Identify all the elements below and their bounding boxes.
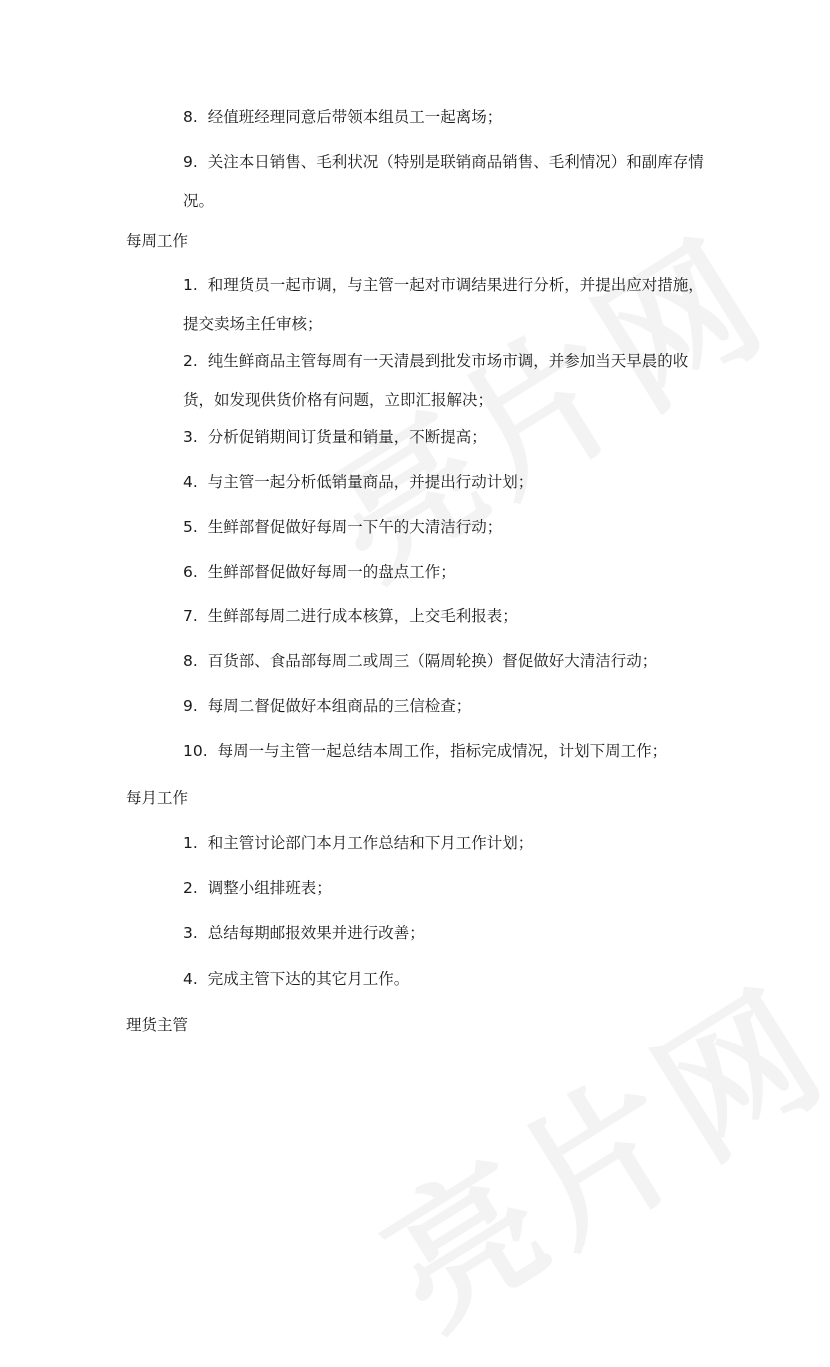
section-heading-stock-supervisor: 理货主管 xyxy=(126,1016,189,1034)
list-item: 7. 生鲜部每周二进行成本核算，上交毛利报表； xyxy=(183,607,518,625)
section-heading-weekly: 每周工作 xyxy=(126,232,189,250)
list-item: 3. 总结每期邮报效果并进行改善； xyxy=(183,924,425,942)
section-heading-monthly: 每月工作 xyxy=(126,789,189,807)
list-item: 1. 和理货员一起市调，与主管一起对市调结果进行分析，并提出应对措施，提交卖场主任审核； xyxy=(183,276,704,333)
list-item: 6. 生鲜部督促做好每周一的盘点工作； xyxy=(183,563,456,581)
list-item: 8. 经值班经理同意后带领本组员工一起离场； xyxy=(183,108,503,126)
list-item: 9. 每周二督促做好本组商品的三信检查； xyxy=(183,697,472,715)
list-item: 3. 分析促销期间订货量和销量，不断提高； xyxy=(183,428,487,446)
list-item: 5. 生鲜部督促做好每周一下午的大清洁行动； xyxy=(183,518,503,536)
list-item: 4. 完成主管下达的其它月工作。 xyxy=(183,970,410,988)
list-item: 1. 和主管讨论部门本月工作总结和下月工作计划； xyxy=(183,834,534,852)
list-item: 4. 与主管一起分析低销量商品，并提出行动计划； xyxy=(183,473,534,491)
list-item: 10. 每周一与主管一起总结本周工作，指标完成情况，计划下周工作； xyxy=(183,742,668,760)
list-item: 2. 纯生鲜商品主管每周有一天清晨到批发市场市调，并参加当天早晨的收货，如发现供货价格有问题，立即汇报解决； xyxy=(183,352,689,409)
list-item: 9. 关注本日销售、毛利状况（特别是联销商品销售、毛利情况）和副库存情况。 xyxy=(183,153,704,210)
list-item: 8. 百货部、食品部每周二或周三（隔周轮换）督促做好大清洁行动； xyxy=(183,652,658,670)
list-item: 2. 调整小组排班表； xyxy=(183,879,332,897)
